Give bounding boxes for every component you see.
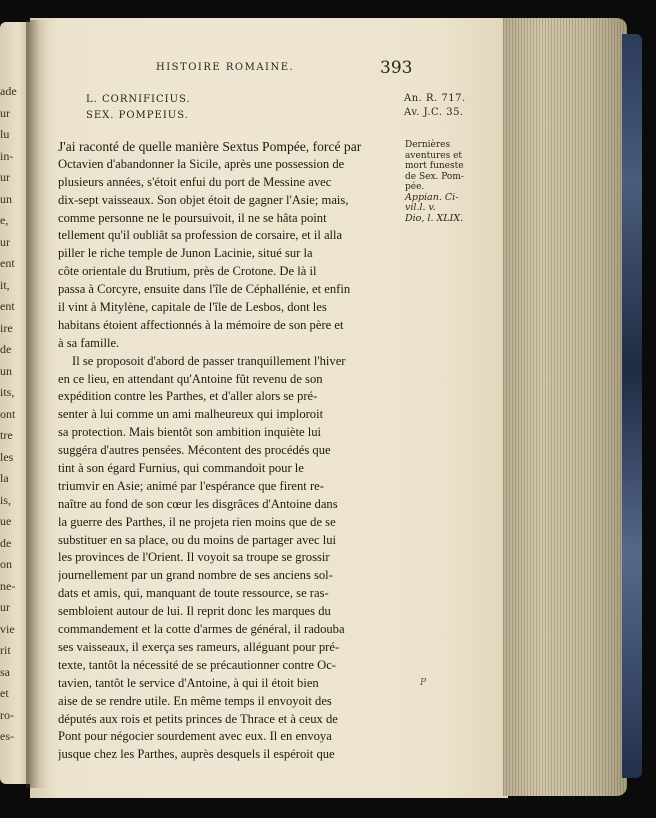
text-line: dats et amis, qui, manquant de toute ressource, se ras- [58, 586, 329, 601]
previous-page-fragment: la [0, 471, 9, 485]
text-line: dix-sept vaisseaux. Son objet étoit de gagner l'Asie; mais, [58, 192, 349, 207]
marginal-reference: Dio, l. XLIX. [405, 212, 464, 224]
text-line: suggéra d'autres pensées. Mécontent des procédés que [58, 443, 331, 458]
marginal-note [405, 140, 475, 224]
marginal-reference: vil.l. v. [405, 202, 436, 213]
previous-page-fragment: tre [0, 428, 13, 442]
text-line: tavien, tantôt le service d'Antoine, à qui il étoit bien [58, 675, 319, 690]
text-line: expédition contre les Parthes, et d'aller alors se pré- [58, 389, 318, 404]
marginal-line: mort funeste [405, 161, 464, 171]
previous-page-fragment: it, [0, 277, 10, 292]
previous-page-fragment: ne- [0, 578, 16, 593]
previous-page-fragment: vie [0, 621, 15, 636]
previous-page-fragment: ue [0, 514, 12, 528]
previous-page-fragment: its, [0, 385, 15, 399]
year-rome: An. R. 717. [404, 93, 466, 104]
marginal-line: Dernières [405, 140, 451, 150]
text-line: jusque chez les Parthes, auprès desquels il espéroit que [58, 747, 335, 762]
previous-page-fragment: rit [0, 643, 11, 657]
consul-name: L. CORNIFICIUS. [86, 94, 191, 105]
year-heading [404, 92, 466, 120]
text-line: naître au fond de son cœur les disgrâces d'Antoine dans [58, 496, 338, 511]
text-line: journellement par un grand nombre de ses anciens sol- [58, 568, 333, 583]
text-line: Pont pour négocier sourdement avec eux. Il en envoya [58, 729, 332, 744]
previous-page-fragment: ire [0, 320, 13, 335]
text-line: ses vaisseaux, il exerça ses rameurs, alléguant pour pré- [58, 639, 340, 654]
previous-page-fragment: lu [0, 127, 10, 141]
gutter-shadow [26, 20, 48, 788]
previous-page-fragment: ro- [0, 707, 14, 722]
previous-page-fragment: on [0, 557, 12, 571]
previous-page-fragment: un [0, 363, 12, 378]
previous-page-fragment: in- [0, 148, 14, 163]
text-line: J'ai raconté de quelle manière Sextus Pompée, forcé par [58, 139, 362, 154]
previous-page-fragment: de [0, 535, 12, 550]
text-line: passa à Corcyre, ensuite dans l'île de Céphallénie, et enfin [58, 282, 351, 297]
text-line: Il se proposoit d'abord de passer tranquillement l'hiver [72, 353, 346, 368]
text-line: députés aux rois et petits princes de Thrace et à ceux de [58, 711, 338, 726]
previous-page-fragment: ent [0, 256, 15, 270]
previous-page-fragment: ade [0, 84, 17, 98]
previous-page-fragment: de [0, 342, 12, 356]
marginal-line: de Sex. Pom- [405, 171, 464, 182]
previous-page-fragment: et [0, 686, 9, 700]
consuls-heading [86, 92, 191, 124]
margin-mark: P [420, 678, 427, 688]
previous-page-fragment: es- [0, 729, 14, 743]
text-line: les provinces de l'Orient. Il voyoit sa troupe se grossir [58, 550, 330, 565]
text-line: en ce lieu, en attendant qu'Antoine fût revenu de son [58, 371, 323, 386]
text-line: plusieurs années, s'étoit enfui du port de Messine avec [58, 174, 332, 189]
previous-page-fragment: ur [0, 170, 10, 184]
previous-page-fragment: ur [0, 234, 10, 249]
text-line: habitans étoient affectionnés à la mémoire de son père et [58, 317, 344, 332]
previous-page-fragment: is, [0, 492, 12, 507]
text-line: comme personne ne le poursuivoit, il ne se hâta point [58, 210, 327, 225]
text-line: côte orientale du Brutium, près de Crotone. De là il [58, 264, 317, 279]
body-text [58, 138, 402, 764]
text-line: tellement qu'il oubliât sa profession de corsaire, et il alla [58, 228, 343, 243]
text-line: il vint à Mitylène, capitale de l'île de Lesbos, dont les [58, 300, 327, 315]
previous-page-fragment: ent [0, 299, 15, 313]
previous-page-fragment: ur [0, 600, 10, 614]
previous-page-fragment: un [0, 191, 12, 206]
marginal-reference: Appian. Ci- [405, 191, 459, 203]
text-line: texte, tantôt la nécessité de se précautionner contre Oc- [58, 657, 336, 672]
year-bc: Av. J.C. 35. [404, 107, 464, 118]
text-line: aise de se rendre utile. En même temps il envoyoit des [58, 693, 332, 708]
previous-page-fragment: ont [0, 406, 16, 421]
text-line: substituer en sa place, ou du moins de partager avec lui [58, 532, 337, 547]
previous-page-fragment: sa [0, 664, 10, 679]
text-line: senter à lui comme un ami malheureux qui imploroit [58, 407, 324, 422]
previous-page-fragment: les [0, 449, 14, 464]
marginal-line: pée. [405, 182, 425, 192]
previous-page-fragment: e, [0, 213, 9, 227]
running-head: HISTOIRE ROMAINE. [156, 62, 295, 73]
text-line: à sa famille. [58, 335, 120, 350]
text-line: sembloient autour de lui. Il reprit donc les marques du [58, 604, 331, 619]
page-edges [503, 18, 627, 796]
marbled-cover [622, 34, 642, 778]
text-line: sa protection. Mais bientôt son ambition inquiète lui [58, 425, 322, 440]
text-line: piller le riche temple de Junon Lacinie, situé sur la [58, 246, 313, 261]
marginal-line: aventures et [405, 150, 463, 161]
text-line: la guerre des Parthes, il ne projeta rien moins que de se [58, 514, 336, 529]
text-line: tint à son égard Furnius, qui commandoit pour le [58, 461, 304, 476]
consul-name: SEX. POMPEIUS. [86, 110, 189, 121]
previous-page-fragment: ur [0, 105, 10, 120]
text-line: Octavien d'abandonner la Sicile, après une possession de [58, 156, 345, 171]
page-number: 393 [380, 58, 413, 78]
text-line: commandement et la cotte d'armes de général, il radouba [58, 622, 345, 637]
text-line: triumvir en Asie; animé par l'espérance que firent re- [58, 478, 324, 493]
